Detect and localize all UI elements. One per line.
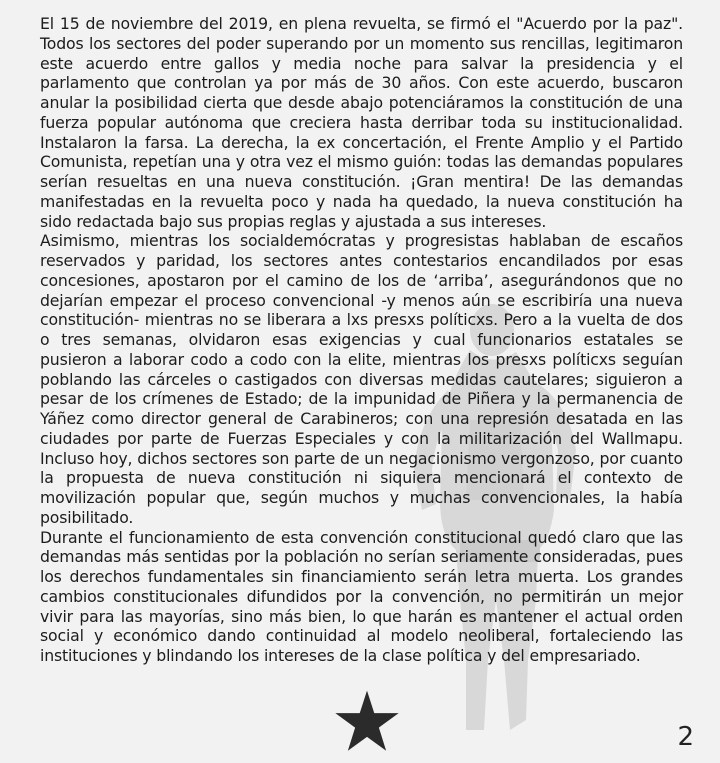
paragraph-1: El 15 de noviembre del 2019, en plena revuelta, se firmó el "Acuerdo por la paz". Todos los sectores del poder superando por un momento sus rencillas, legitimaron este acuerdo entre gallos y media noche para salvar la presidencia y el parlamento que controlan ya por más de 30 años. Con este acuerdo, buscaron anular la posibilidad cierta que desde abajo potenciáramos la constitución de una fuerza popular autónoma que creciera hasta derribar toda su institucionalidad. Instalaron la farsa. La derecha, la ex concertación, el Frente Amplio y el Partido Comunista, repetían una y otra vez el mismo guión: todas las demandas populares serían resueltas en una nueva constitución. ¡Gran mentira! De las demandas manifestadas en la revuelta poco y nada ha quedado, la nueva constitución ha sido redactada bajo sus propias reglas y ajustada a sus intereses. (40, 14, 683, 231)
body-text (40, 14, 683, 666)
page-number: 2 (677, 722, 694, 752)
star-icon (334, 689, 400, 753)
paragraph-2: Asimismo, mientras los socialdemócratas y progresistas hablaban de escaños reservados y paridad, los sectores antes contestarios encandilados por esas concesiones, apostaron por el camino de los de ‘arriba’, asegurándonos que no dejarían empezar el proceso convencional -y menos aún se escribiría una nueva constitución- mientras no se liberara a lxs presxs políticxs. Pero a la vuelta de dos o tres semanas, olvidaron esas exigencias y cual funcionarios estatales se pusieron a laborar codo a codo con la elite, mientras los presxs políticxs seguían poblando las cárceles o castigados con diversas medidas cautelares; siguieron a pesar de los crímenes de Estado; de la impunidad de Piñera y la permanencia de Yáñez como director general de Carabineros; con una represión desatada en las ciudades por parte de Fuerzas Especiales y con la militarización del Wallmapu. Incluso hoy, dichos sectores son parte de un negacionismo vergonzoso, por cuanto la propuesta de nueva constitución ni siquiera mencionará el contexto de movilización popular que, según muchos y muchas convencionales, la había posibilitado. (40, 231, 683, 527)
paragraph-3: Durante el funcionamiento de esta convención constitucional quedó claro que las demandas más sentidas por la población no serían seriamente consideradas, pues los derechos fundamentales sin financiamiento serán letra muerta. Los grandes cambios constitucionales difundidos por la convención, no permitirán un mejor vivir para las mayorías, sino más bien, lo que harán es mantener el actual orden social y económico dando continuidad al modelo neoliberal, fortaleciendo las instituciones y blindando los intereses de la clase política y del empresariado. (40, 527, 683, 665)
